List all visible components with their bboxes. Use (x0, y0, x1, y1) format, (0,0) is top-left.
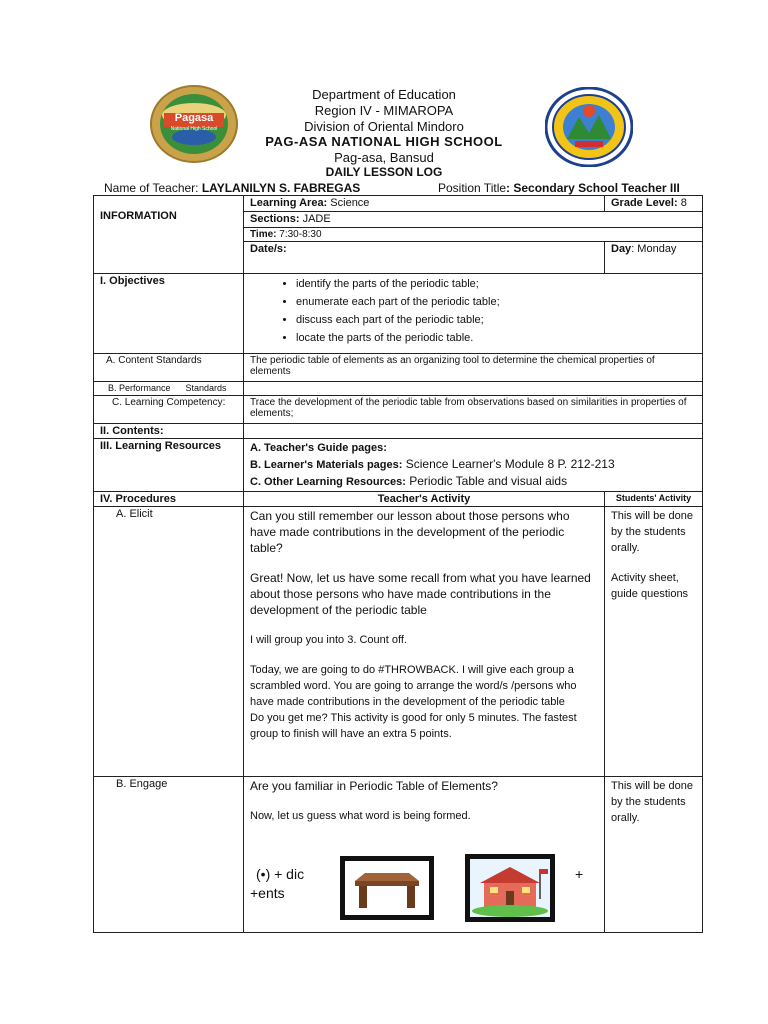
learner-materials-value: Science Learner's Module 8 P. 212-213 (402, 457, 615, 471)
school-picture (465, 854, 555, 922)
elicit-label: A. Elicit (94, 507, 244, 777)
content-standards-label: A. Content Standards (94, 354, 244, 382)
performance-standards-label: B. Performance Standards (94, 382, 244, 396)
school-address: Pag-asa, Bansud (334, 150, 434, 165)
performance-standards-value (244, 382, 703, 396)
engage-question: Are you familiar in Periodic Table of Elements? (250, 779, 498, 793)
learning-resources-label: III. Learning Resources (94, 439, 244, 492)
objective-item: • locate the parts of the periodic table. (296, 329, 696, 347)
puzzle-part1: (•) + dic (256, 866, 305, 882)
learning-area-cell (244, 196, 605, 212)
teacher-name-line (104, 181, 360, 195)
learning-resources-cell (244, 439, 703, 492)
sections-value: JADE (299, 213, 331, 225)
dates-cell (244, 242, 605, 274)
elicit-paragraph: Great! Now, let us have some recall from what you have learned about those persons who have made contributions in the development of the periodic table (250, 571, 591, 617)
day-value: : Monday (631, 243, 677, 255)
elicit-paragraph: Can you still remember our lesson about those persons who have made contributions in the development of the periodic table? (250, 509, 570, 555)
elicit-paragraph: I will group you into 3. Count off. (250, 634, 407, 646)
time-cell (244, 228, 703, 242)
objectives-label: I. Objectives (100, 275, 165, 287)
dates-label: Date/s: (250, 243, 287, 255)
objective-item: • discuss each part of the periodic table; (296, 311, 696, 329)
division-name: Division of Oriental Mindoro (304, 119, 464, 134)
contents-value (244, 424, 703, 439)
table-picture (340, 856, 434, 920)
position-line (438, 181, 680, 195)
region-name: Region IV - MIMAROPA (314, 103, 454, 118)
contents-label: II. Contents: (94, 424, 244, 439)
document-title: DAILY LESSON LOG (325, 165, 443, 179)
other-resources-label: C. Other Learning Resources: (250, 476, 406, 488)
elicit-students-cell (605, 507, 703, 777)
objective-item: • identify the parts of the periodic table; (296, 275, 696, 293)
teacher-activity-header: Teacher's Activity (244, 492, 605, 507)
information-cell (94, 196, 244, 274)
objective-item: • enumerate each part of the periodic table; (296, 293, 696, 311)
elicit-students-note: This will be done by the students orally. (611, 510, 693, 554)
other-resources-value: Periodic Table and visual aids (405, 474, 568, 488)
school-name: PAG-ASA NATIONAL HIGH SCHOOL (265, 134, 503, 149)
department-name: Department of Education (312, 87, 456, 102)
teacher-guide-label: A. Teacher's Guide pages: (250, 442, 387, 454)
time-value: 7:30-8:30 (276, 229, 322, 240)
position-value: : Secondary School Teacher III (506, 181, 680, 195)
elicit-paragraph: Today, we are going to do #THROWBACK. I will give each group a scrambled word. You are going to arrange the word/s /persons who have made contributions in the development of the periodic table Do you get me? This activity is good for only 5 minutes. The fastest group to finish will have an extra 5 points. (250, 664, 577, 740)
teacher-name: LAYLANILYN S. FABREGAS (201, 181, 361, 195)
objectives-label-cell (94, 274, 244, 354)
elicit-students-note: Activity sheet, guide questions (611, 572, 689, 600)
engage-instruction: Now, let us guess what word is being formed. (250, 810, 471, 822)
grade-level-cell (605, 196, 703, 212)
learning-competency-value: Trace the development of the periodic table from observations based on similarities in properties of elements; (244, 396, 703, 424)
lesson-log-table (93, 195, 703, 933)
engage-students-cell (605, 777, 703, 933)
teacher-label: Name of Teacher: (104, 181, 202, 195)
day-cell (605, 242, 703, 274)
time-label: Time: (250, 229, 277, 240)
learning-area-value: Science (327, 197, 370, 209)
left-logo-subtext: National High School (170, 126, 218, 132)
content-standards-value: The periodic table of elements as an organizing tool to determine the chemical properties of elements (244, 354, 703, 382)
learning-competency-label: C. Learning Competency: (94, 396, 244, 424)
puzzle-plus: + (575, 866, 584, 882)
procedures-label: IV. Procedures (94, 492, 244, 507)
engage-label: B. Engage (94, 777, 244, 933)
information-label: INFORMATION (100, 210, 177, 222)
puzzle-part2: +ents (250, 885, 285, 901)
left-logo-text: Pagasa (174, 112, 214, 124)
position-label: Position Title (438, 181, 507, 195)
students-activity-header: Students' Activity (605, 492, 703, 507)
sections-label: Sections: (250, 213, 300, 225)
engage-students-note: This will be done by the students orally. (611, 780, 693, 824)
elicit-teacher-cell (244, 507, 605, 777)
learner-materials-label: B. Learner's Materials pages: (250, 459, 403, 471)
objectives-list (250, 275, 696, 347)
sections-cell (244, 212, 703, 228)
learning-area-label: Learning Area: (250, 197, 328, 209)
teacher-guide-line (250, 440, 696, 456)
day-label: Day (611, 243, 632, 255)
objectives-cell (244, 274, 703, 354)
grade-level-value: 8 (677, 197, 687, 209)
grade-level-label: Grade Level: (611, 197, 678, 209)
other-resources-line (250, 473, 696, 490)
learner-materials-line (250, 456, 696, 473)
